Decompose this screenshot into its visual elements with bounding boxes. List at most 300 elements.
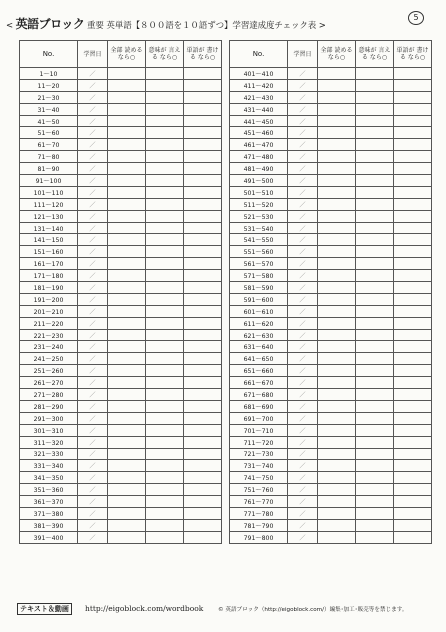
study-date-cell[interactable]: ／ xyxy=(78,282,108,294)
meaning-check-cell[interactable] xyxy=(146,198,184,210)
meaning-check-cell[interactable] xyxy=(146,246,184,258)
read-check-cell[interactable] xyxy=(318,341,356,353)
meaning-check-cell[interactable] xyxy=(356,151,394,163)
write-check-cell[interactable] xyxy=(394,210,432,222)
read-check-cell[interactable] xyxy=(318,91,356,103)
write-check-cell[interactable] xyxy=(184,484,222,496)
read-check-cell[interactable] xyxy=(108,210,146,222)
write-check-cell[interactable] xyxy=(184,103,222,115)
write-check-cell[interactable] xyxy=(394,246,432,258)
read-check-cell[interactable] xyxy=(318,460,356,472)
write-check-cell[interactable] xyxy=(394,424,432,436)
study-date-cell[interactable]: ／ xyxy=(288,79,318,91)
read-check-cell[interactable] xyxy=(108,436,146,448)
meaning-check-cell[interactable] xyxy=(146,258,184,270)
read-check-cell[interactable] xyxy=(108,151,146,163)
study-date-cell[interactable]: ／ xyxy=(78,175,108,187)
wordbook-link[interactable]: http://eigoblock.com/wordbook xyxy=(85,604,204,613)
write-check-cell[interactable] xyxy=(184,79,222,91)
write-check-cell[interactable] xyxy=(394,329,432,341)
write-check-cell[interactable] xyxy=(394,531,432,543)
meaning-check-cell[interactable] xyxy=(146,400,184,412)
meaning-check-cell[interactable] xyxy=(356,389,394,401)
write-check-cell[interactable] xyxy=(184,91,222,103)
meaning-check-cell[interactable] xyxy=(356,305,394,317)
meaning-check-cell[interactable] xyxy=(356,460,394,472)
meaning-check-cell[interactable] xyxy=(356,317,394,329)
meaning-check-cell[interactable] xyxy=(146,163,184,175)
read-check-cell[interactable] xyxy=(318,127,356,139)
write-check-cell[interactable] xyxy=(184,472,222,484)
study-date-cell[interactable]: ／ xyxy=(78,79,108,91)
study-date-cell[interactable]: ／ xyxy=(288,91,318,103)
meaning-check-cell[interactable] xyxy=(356,222,394,234)
meaning-check-cell[interactable] xyxy=(146,531,184,543)
write-check-cell[interactable] xyxy=(184,186,222,198)
study-date-cell[interactable]: ／ xyxy=(288,103,318,115)
write-check-cell[interactable] xyxy=(184,400,222,412)
read-check-cell[interactable] xyxy=(108,484,146,496)
meaning-check-cell[interactable] xyxy=(146,151,184,163)
study-date-cell[interactable]: ／ xyxy=(78,400,108,412)
write-check-cell[interactable] xyxy=(184,377,222,389)
meaning-check-cell[interactable] xyxy=(356,484,394,496)
write-check-cell[interactable] xyxy=(184,151,222,163)
study-date-cell[interactable]: ／ xyxy=(78,507,108,519)
read-check-cell[interactable] xyxy=(318,353,356,365)
write-check-cell[interactable] xyxy=(394,353,432,365)
write-check-cell[interactable] xyxy=(184,305,222,317)
study-date-cell[interactable]: ／ xyxy=(288,353,318,365)
study-date-cell[interactable]: ／ xyxy=(288,412,318,424)
study-date-cell[interactable]: ／ xyxy=(78,424,108,436)
study-date-cell[interactable]: ／ xyxy=(78,305,108,317)
study-date-cell[interactable]: ／ xyxy=(78,234,108,246)
read-check-cell[interactable] xyxy=(318,139,356,151)
meaning-check-cell[interactable] xyxy=(356,258,394,270)
study-date-cell[interactable]: ／ xyxy=(78,210,108,222)
meaning-check-cell[interactable] xyxy=(356,234,394,246)
study-date-cell[interactable]: ／ xyxy=(78,472,108,484)
study-date-cell[interactable]: ／ xyxy=(288,317,318,329)
read-check-cell[interactable] xyxy=(108,341,146,353)
read-check-cell[interactable] xyxy=(108,353,146,365)
read-check-cell[interactable] xyxy=(318,329,356,341)
write-check-cell[interactable] xyxy=(394,377,432,389)
meaning-check-cell[interactable] xyxy=(356,91,394,103)
study-date-cell[interactable]: ／ xyxy=(288,496,318,508)
write-check-cell[interactable] xyxy=(394,365,432,377)
meaning-check-cell[interactable] xyxy=(146,79,184,91)
study-date-cell[interactable]: ／ xyxy=(78,222,108,234)
read-check-cell[interactable] xyxy=(108,258,146,270)
meaning-check-cell[interactable] xyxy=(146,460,184,472)
read-check-cell[interactable] xyxy=(318,448,356,460)
write-check-cell[interactable] xyxy=(394,68,432,80)
meaning-check-cell[interactable] xyxy=(146,270,184,282)
meaning-check-cell[interactable] xyxy=(146,353,184,365)
read-check-cell[interactable] xyxy=(108,222,146,234)
read-check-cell[interactable] xyxy=(108,424,146,436)
study-date-cell[interactable]: ／ xyxy=(288,139,318,151)
meaning-check-cell[interactable] xyxy=(146,329,184,341)
study-date-cell[interactable]: ／ xyxy=(288,270,318,282)
meaning-check-cell[interactable] xyxy=(146,496,184,508)
read-check-cell[interactable] xyxy=(318,282,356,294)
meaning-check-cell[interactable] xyxy=(146,317,184,329)
study-date-cell[interactable]: ／ xyxy=(288,460,318,472)
study-date-cell[interactable]: ／ xyxy=(78,531,108,543)
write-check-cell[interactable] xyxy=(394,484,432,496)
study-date-cell[interactable]: ／ xyxy=(288,424,318,436)
meaning-check-cell[interactable] xyxy=(146,424,184,436)
study-date-cell[interactable]: ／ xyxy=(288,198,318,210)
meaning-check-cell[interactable] xyxy=(146,507,184,519)
write-check-cell[interactable] xyxy=(184,127,222,139)
write-check-cell[interactable] xyxy=(394,186,432,198)
read-check-cell[interactable] xyxy=(318,79,356,91)
study-date-cell[interactable]: ／ xyxy=(288,305,318,317)
read-check-cell[interactable] xyxy=(108,496,146,508)
write-check-cell[interactable] xyxy=(394,222,432,234)
study-date-cell[interactable]: ／ xyxy=(78,127,108,139)
meaning-check-cell[interactable] xyxy=(356,341,394,353)
write-check-cell[interactable] xyxy=(184,496,222,508)
study-date-cell[interactable]: ／ xyxy=(78,436,108,448)
study-date-cell[interactable]: ／ xyxy=(78,377,108,389)
meaning-check-cell[interactable] xyxy=(356,472,394,484)
write-check-cell[interactable] xyxy=(184,282,222,294)
meaning-check-cell[interactable] xyxy=(356,163,394,175)
meaning-check-cell[interactable] xyxy=(356,448,394,460)
read-check-cell[interactable] xyxy=(108,127,146,139)
write-check-cell[interactable] xyxy=(184,519,222,531)
write-check-cell[interactable] xyxy=(184,365,222,377)
read-check-cell[interactable] xyxy=(318,400,356,412)
read-check-cell[interactable] xyxy=(318,507,356,519)
read-check-cell[interactable] xyxy=(318,175,356,187)
meaning-check-cell[interactable] xyxy=(146,222,184,234)
study-date-cell[interactable]: ／ xyxy=(78,353,108,365)
write-check-cell[interactable] xyxy=(394,198,432,210)
read-check-cell[interactable] xyxy=(108,400,146,412)
write-check-cell[interactable] xyxy=(184,353,222,365)
read-check-cell[interactable] xyxy=(318,377,356,389)
write-check-cell[interactable] xyxy=(394,400,432,412)
study-date-cell[interactable]: ／ xyxy=(78,139,108,151)
read-check-cell[interactable] xyxy=(318,305,356,317)
study-date-cell[interactable]: ／ xyxy=(78,246,108,258)
study-date-cell[interactable]: ／ xyxy=(78,341,108,353)
meaning-check-cell[interactable] xyxy=(146,68,184,80)
write-check-cell[interactable] xyxy=(394,175,432,187)
meaning-check-cell[interactable] xyxy=(146,365,184,377)
study-date-cell[interactable]: ／ xyxy=(78,115,108,127)
study-date-cell[interactable]: ／ xyxy=(288,472,318,484)
write-check-cell[interactable] xyxy=(394,270,432,282)
write-check-cell[interactable] xyxy=(394,115,432,127)
read-check-cell[interactable] xyxy=(318,531,356,543)
study-date-cell[interactable]: ／ xyxy=(288,400,318,412)
study-date-cell[interactable]: ／ xyxy=(288,151,318,163)
study-date-cell[interactable]: ／ xyxy=(78,198,108,210)
read-check-cell[interactable] xyxy=(108,186,146,198)
study-date-cell[interactable]: ／ xyxy=(288,222,318,234)
write-check-cell[interactable] xyxy=(184,448,222,460)
write-check-cell[interactable] xyxy=(394,448,432,460)
read-check-cell[interactable] xyxy=(108,103,146,115)
write-check-cell[interactable] xyxy=(184,139,222,151)
write-check-cell[interactable] xyxy=(184,115,222,127)
study-date-cell[interactable]: ／ xyxy=(288,258,318,270)
read-check-cell[interactable] xyxy=(108,377,146,389)
study-date-cell[interactable]: ／ xyxy=(78,448,108,460)
read-check-cell[interactable] xyxy=(318,68,356,80)
write-check-cell[interactable] xyxy=(394,282,432,294)
study-date-cell[interactable]: ／ xyxy=(288,68,318,80)
read-check-cell[interactable] xyxy=(108,246,146,258)
study-date-cell[interactable]: ／ xyxy=(288,448,318,460)
write-check-cell[interactable] xyxy=(184,424,222,436)
study-date-cell[interactable]: ／ xyxy=(288,186,318,198)
study-date-cell[interactable]: ／ xyxy=(78,329,108,341)
write-check-cell[interactable] xyxy=(394,472,432,484)
write-check-cell[interactable] xyxy=(184,531,222,543)
study-date-cell[interactable]: ／ xyxy=(288,365,318,377)
meaning-check-cell[interactable] xyxy=(146,448,184,460)
write-check-cell[interactable] xyxy=(394,496,432,508)
meaning-check-cell[interactable] xyxy=(146,472,184,484)
read-check-cell[interactable] xyxy=(108,163,146,175)
study-date-cell[interactable]: ／ xyxy=(78,163,108,175)
write-check-cell[interactable] xyxy=(394,389,432,401)
meaning-check-cell[interactable] xyxy=(356,139,394,151)
meaning-check-cell[interactable] xyxy=(356,175,394,187)
study-date-cell[interactable]: ／ xyxy=(288,127,318,139)
write-check-cell[interactable] xyxy=(184,341,222,353)
write-check-cell[interactable] xyxy=(394,127,432,139)
write-check-cell[interactable] xyxy=(394,103,432,115)
read-check-cell[interactable] xyxy=(318,151,356,163)
read-check-cell[interactable] xyxy=(318,115,356,127)
write-check-cell[interactable] xyxy=(394,305,432,317)
study-date-cell[interactable]: ／ xyxy=(78,151,108,163)
write-check-cell[interactable] xyxy=(184,412,222,424)
meaning-check-cell[interactable] xyxy=(356,496,394,508)
study-date-cell[interactable]: ／ xyxy=(78,365,108,377)
read-check-cell[interactable] xyxy=(318,103,356,115)
read-check-cell[interactable] xyxy=(108,270,146,282)
study-date-cell[interactable]: ／ xyxy=(288,234,318,246)
study-date-cell[interactable]: ／ xyxy=(78,103,108,115)
read-check-cell[interactable] xyxy=(108,234,146,246)
read-check-cell[interactable] xyxy=(318,198,356,210)
meaning-check-cell[interactable] xyxy=(146,377,184,389)
read-check-cell[interactable] xyxy=(108,519,146,531)
write-check-cell[interactable] xyxy=(184,389,222,401)
read-check-cell[interactable] xyxy=(108,472,146,484)
study-date-cell[interactable]: ／ xyxy=(288,175,318,187)
write-check-cell[interactable] xyxy=(184,68,222,80)
read-check-cell[interactable] xyxy=(318,389,356,401)
read-check-cell[interactable] xyxy=(108,448,146,460)
meaning-check-cell[interactable] xyxy=(146,484,184,496)
read-check-cell[interactable] xyxy=(318,424,356,436)
meaning-check-cell[interactable] xyxy=(356,282,394,294)
meaning-check-cell[interactable] xyxy=(146,210,184,222)
study-date-cell[interactable]: ／ xyxy=(78,91,108,103)
write-check-cell[interactable] xyxy=(184,270,222,282)
meaning-check-cell[interactable] xyxy=(356,377,394,389)
study-date-cell[interactable]: ／ xyxy=(288,484,318,496)
write-check-cell[interactable] xyxy=(184,175,222,187)
write-check-cell[interactable] xyxy=(394,258,432,270)
study-date-cell[interactable]: ／ xyxy=(288,293,318,305)
read-check-cell[interactable] xyxy=(318,436,356,448)
meaning-check-cell[interactable] xyxy=(146,305,184,317)
study-date-cell[interactable]: ／ xyxy=(288,246,318,258)
study-date-cell[interactable]: ／ xyxy=(78,484,108,496)
write-check-cell[interactable] xyxy=(184,317,222,329)
read-check-cell[interactable] xyxy=(318,246,356,258)
meaning-check-cell[interactable] xyxy=(356,79,394,91)
read-check-cell[interactable] xyxy=(108,317,146,329)
meaning-check-cell[interactable] xyxy=(356,329,394,341)
write-check-cell[interactable] xyxy=(394,507,432,519)
write-check-cell[interactable] xyxy=(184,222,222,234)
read-check-cell[interactable] xyxy=(318,163,356,175)
read-check-cell[interactable] xyxy=(108,412,146,424)
meaning-check-cell[interactable] xyxy=(146,234,184,246)
write-check-cell[interactable] xyxy=(394,293,432,305)
write-check-cell[interactable] xyxy=(184,198,222,210)
meaning-check-cell[interactable] xyxy=(146,282,184,294)
meaning-check-cell[interactable] xyxy=(356,270,394,282)
study-date-cell[interactable]: ／ xyxy=(78,389,108,401)
read-check-cell[interactable] xyxy=(108,79,146,91)
write-check-cell[interactable] xyxy=(184,234,222,246)
read-check-cell[interactable] xyxy=(108,91,146,103)
meaning-check-cell[interactable] xyxy=(356,127,394,139)
meaning-check-cell[interactable] xyxy=(146,519,184,531)
write-check-cell[interactable] xyxy=(184,163,222,175)
read-check-cell[interactable] xyxy=(318,496,356,508)
write-check-cell[interactable] xyxy=(394,151,432,163)
write-check-cell[interactable] xyxy=(394,79,432,91)
write-check-cell[interactable] xyxy=(394,317,432,329)
meaning-check-cell[interactable] xyxy=(356,186,394,198)
meaning-check-cell[interactable] xyxy=(356,365,394,377)
write-check-cell[interactable] xyxy=(394,519,432,531)
meaning-check-cell[interactable] xyxy=(146,115,184,127)
study-date-cell[interactable]: ／ xyxy=(288,163,318,175)
read-check-cell[interactable] xyxy=(318,472,356,484)
study-date-cell[interactable]: ／ xyxy=(288,210,318,222)
read-check-cell[interactable] xyxy=(318,412,356,424)
meaning-check-cell[interactable] xyxy=(146,389,184,401)
meaning-check-cell[interactable] xyxy=(146,91,184,103)
study-date-cell[interactable]: ／ xyxy=(288,389,318,401)
meaning-check-cell[interactable] xyxy=(356,198,394,210)
write-check-cell[interactable] xyxy=(394,412,432,424)
meaning-check-cell[interactable] xyxy=(356,293,394,305)
meaning-check-cell[interactable] xyxy=(356,246,394,258)
study-date-cell[interactable]: ／ xyxy=(288,341,318,353)
write-check-cell[interactable] xyxy=(394,139,432,151)
study-date-cell[interactable]: ／ xyxy=(288,507,318,519)
meaning-check-cell[interactable] xyxy=(146,341,184,353)
read-check-cell[interactable] xyxy=(108,365,146,377)
study-date-cell[interactable]: ／ xyxy=(78,412,108,424)
meaning-check-cell[interactable] xyxy=(356,353,394,365)
read-check-cell[interactable] xyxy=(318,317,356,329)
read-check-cell[interactable] xyxy=(108,305,146,317)
write-check-cell[interactable] xyxy=(184,210,222,222)
write-check-cell[interactable] xyxy=(184,329,222,341)
meaning-check-cell[interactable] xyxy=(356,103,394,115)
read-check-cell[interactable] xyxy=(318,519,356,531)
meaning-check-cell[interactable] xyxy=(146,436,184,448)
read-check-cell[interactable] xyxy=(318,293,356,305)
study-date-cell[interactable]: ／ xyxy=(288,531,318,543)
read-check-cell[interactable] xyxy=(108,531,146,543)
read-check-cell[interactable] xyxy=(108,389,146,401)
read-check-cell[interactable] xyxy=(108,460,146,472)
write-check-cell[interactable] xyxy=(394,163,432,175)
meaning-check-cell[interactable] xyxy=(356,210,394,222)
meaning-check-cell[interactable] xyxy=(146,293,184,305)
meaning-check-cell[interactable] xyxy=(356,412,394,424)
read-check-cell[interactable] xyxy=(108,139,146,151)
read-check-cell[interactable] xyxy=(318,234,356,246)
study-date-cell[interactable]: ／ xyxy=(288,519,318,531)
study-date-cell[interactable]: ／ xyxy=(288,282,318,294)
study-date-cell[interactable]: ／ xyxy=(78,496,108,508)
study-date-cell[interactable]: ／ xyxy=(78,270,108,282)
write-check-cell[interactable] xyxy=(184,436,222,448)
write-check-cell[interactable] xyxy=(394,91,432,103)
study-date-cell[interactable]: ／ xyxy=(78,317,108,329)
write-check-cell[interactable] xyxy=(184,258,222,270)
write-check-cell[interactable] xyxy=(184,246,222,258)
meaning-check-cell[interactable] xyxy=(356,507,394,519)
meaning-check-cell[interactable] xyxy=(356,531,394,543)
read-check-cell[interactable] xyxy=(108,198,146,210)
study-date-cell[interactable]: ／ xyxy=(288,329,318,341)
read-check-cell[interactable] xyxy=(108,115,146,127)
read-check-cell[interactable] xyxy=(108,507,146,519)
write-check-cell[interactable] xyxy=(184,507,222,519)
read-check-cell[interactable] xyxy=(318,222,356,234)
meaning-check-cell[interactable] xyxy=(356,68,394,80)
meaning-check-cell[interactable] xyxy=(356,436,394,448)
write-check-cell[interactable] xyxy=(394,436,432,448)
meaning-check-cell[interactable] xyxy=(146,186,184,198)
study-date-cell[interactable]: ／ xyxy=(78,293,108,305)
study-date-cell[interactable]: ／ xyxy=(78,186,108,198)
study-date-cell[interactable]: ／ xyxy=(78,68,108,80)
study-date-cell[interactable]: ／ xyxy=(78,258,108,270)
meaning-check-cell[interactable] xyxy=(146,139,184,151)
meaning-check-cell[interactable] xyxy=(146,175,184,187)
study-date-cell[interactable]: ／ xyxy=(288,115,318,127)
read-check-cell[interactable] xyxy=(108,282,146,294)
meaning-check-cell[interactable] xyxy=(356,519,394,531)
read-check-cell[interactable] xyxy=(318,270,356,282)
write-check-cell[interactable] xyxy=(394,234,432,246)
meaning-check-cell[interactable] xyxy=(146,127,184,139)
read-check-cell[interactable] xyxy=(318,210,356,222)
